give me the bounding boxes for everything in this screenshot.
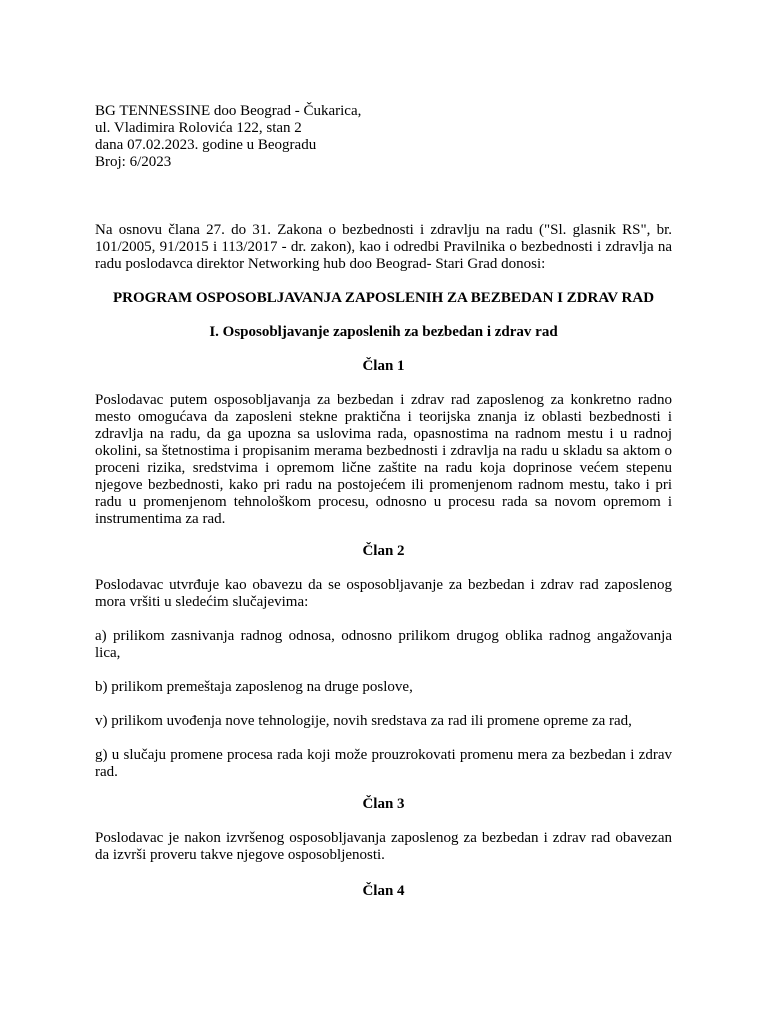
company-name: BG TENNESSINE doo Beograd - Čukarica, <box>95 103 362 119</box>
article-heading: Član 2 <box>362 543 405 559</box>
article-paragraph: Poslodavac putem osposobljavanja za bezbedan i zdrav rad zaposlenog za konkretno radno mesto omogućava da zaposleni stekne praktična i teorijska znanja iz oblasti bezbednosti i zdravlja na radu, da ga upozna sa uslovima rada, opasnostima na radnom mestu i u radnoj okolini, sa štetnostima i propisanim merama bezbednosti i zdravlja na radu u skladu sa aktom o proceni rizika, sredstvima i opremom lične zaštite na radu koja doprinose većem stepenu njegove bezbednosti, kako pri radu na postojećem ili promenjenom radnom mestu, tako i pri radu u promenjenom tehnološkom procesu, odnosno u procesu rada sa novom opremom i instrumentima za rad. <box>95 392 672 527</box>
document-title: PROGRAM OSPOSOBLJAVANJA ZAPOSLENIH ZA BEZBEDAN I ZDRAV RAD <box>112 290 655 306</box>
list-item: b) prilikom premeštaja zaposlenog na druge poslove, <box>95 679 413 695</box>
list-item: v) prilikom uvođenja nove tehnologije, novih sredstava za rad ili promene opreme za rad, <box>95 713 632 729</box>
article-heading: Član 4 <box>362 883 405 899</box>
list-item: g) u slučaju promene procesa rada koji može prouzrokovati promenu mera za bezbedan i zdrav rad. <box>95 747 672 780</box>
article-paragraph: Poslodavac utvrđuje kao obavezu da se osposobljavanje za bezbedan i zdrav rad zaposlenog mora vršiti u sledećim slučajevima: <box>95 577 672 610</box>
list-item: a) prilikom zasnivanja radnog odnosa, odnosno prilikom drugog oblika radnog angažovanja lica, <box>95 628 672 661</box>
section-heading: I. Osposobljavanje zaposlenih za bezbedan i zdrav rad <box>209 324 558 340</box>
document-header <box>95 103 675 171</box>
article-heading: Član 1 <box>362 358 405 374</box>
article-heading: Član 3 <box>362 796 405 812</box>
document-number: Broj: 6/2023 <box>95 154 172 170</box>
document-date: dana 07.02.2023. godine u Beogradu <box>95 137 317 153</box>
company-address: ul. Vladimira Rolovića 122, stan 2 <box>95 120 302 136</box>
article-paragraph: Poslodavac je nakon izvršenog osposobljavanja zaposlenog za bezbedan i zdrav rad obavezan da izvrši proveru takve njegove osposobljenosti. <box>95 830 672 863</box>
intro-paragraph: Na osnovu člana 27. do 31. Zakona o bezbednosti i zdravlju na radu ("Sl. glasnik RS", br. 101/2005, 91/2015 i 113/2017 - dr. zakon), kao i odredbi Pravilnika o bezbednosti i zdravlja na radu poslodavca direktor Networking hub doo Beograd- Stari Grad donosi: <box>95 222 672 272</box>
